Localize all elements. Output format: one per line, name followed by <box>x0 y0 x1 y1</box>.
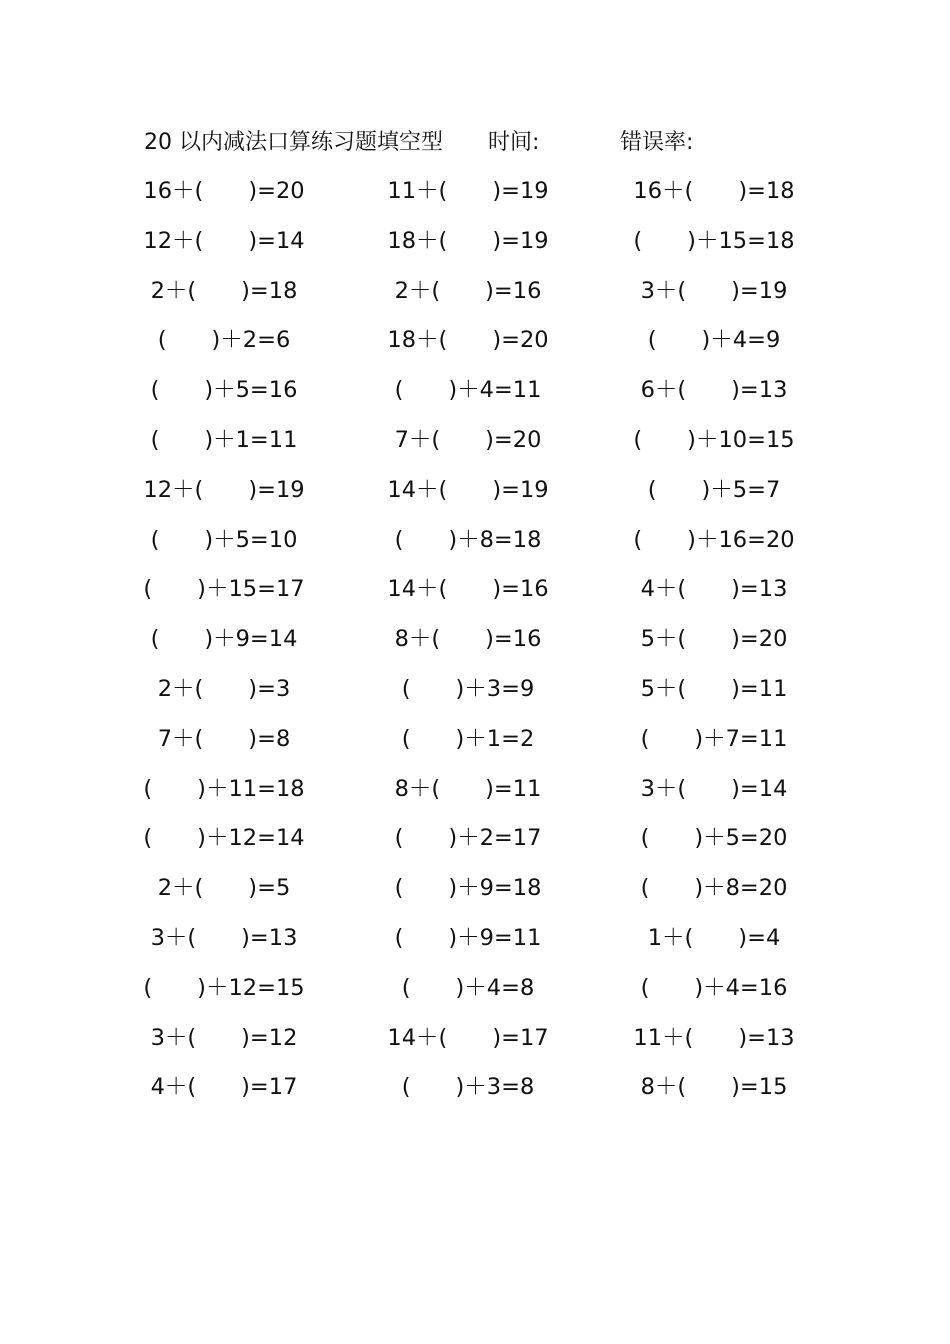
problem: 3＋( )=12 <box>150 1024 298 1051</box>
problem-row <box>0 423 950 473</box>
problem-row <box>0 224 950 274</box>
problem: 14＋( )=16 <box>387 576 549 603</box>
problem: ( )＋1=2 <box>401 725 535 752</box>
problem: 8＋( )=11 <box>394 775 542 802</box>
problem: ( )＋3=9 <box>401 675 535 702</box>
problem: ( )＋12=14 <box>143 825 305 852</box>
problem-row <box>0 523 950 573</box>
problem: 4＋( )=17 <box>150 1074 298 1101</box>
worksheet-title: 20 以内减法口算练习题填空型 <box>144 130 443 155</box>
problem: 1＋( )=4 <box>647 924 781 951</box>
worksheet-header <box>144 126 844 160</box>
problem: ( )＋5=7 <box>647 476 781 503</box>
problem-row <box>0 572 950 622</box>
problem: 14＋( )=19 <box>387 476 549 503</box>
problem: ( )＋4=8 <box>401 974 535 1001</box>
problem: ( )＋4=16 <box>640 974 788 1001</box>
problem: ( )＋1=11 <box>150 426 298 453</box>
problem-grid <box>0 174 950 1120</box>
problem: ( )＋8=18 <box>394 526 542 553</box>
problem: ( )＋7=11 <box>640 725 788 752</box>
problem: ( )＋10=15 <box>633 426 795 453</box>
problem: 3＋( )=19 <box>640 277 788 304</box>
problem: ( )＋9=18 <box>394 875 542 902</box>
problem: 12＋( )=19 <box>143 476 305 503</box>
problem: ( )＋9=14 <box>150 626 298 653</box>
problem: ( )＋2=6 <box>157 327 291 354</box>
problem: ( )＋4=11 <box>394 377 542 404</box>
problem-row <box>0 871 950 921</box>
time-label: 时间: <box>488 130 540 155</box>
problem: 16＋( )=20 <box>143 178 305 204</box>
error-rate-label: 错误率: <box>620 130 694 155</box>
problem-row <box>0 622 950 672</box>
problem: 18＋( )=20 <box>387 327 549 354</box>
problem: 4＋( )=13 <box>640 576 788 603</box>
problem: ( )＋16=20 <box>633 526 795 553</box>
problem: 16＋( )=18 <box>633 178 795 204</box>
problem-row <box>0 174 950 224</box>
problem: 7＋( )=8 <box>157 725 291 752</box>
problem: ( )＋5=16 <box>150 377 298 404</box>
problem-row <box>0 1070 950 1120</box>
problem-row <box>0 473 950 523</box>
problem: 12＋( )=14 <box>143 227 305 254</box>
problem: 8＋( )=15 <box>640 1074 788 1101</box>
problem: 2＋( )=5 <box>157 875 291 902</box>
problem-row <box>0 921 950 971</box>
problem: ( )＋12=15 <box>143 974 305 1001</box>
problem: ( )＋4=9 <box>647 327 781 354</box>
problem: ( )＋5=10 <box>150 526 298 553</box>
problem-row <box>0 323 950 373</box>
problem: ( )＋9=11 <box>394 924 542 951</box>
problem-row <box>0 971 950 1021</box>
problem: 5＋( )=11 <box>640 675 788 702</box>
problem: 11＋( )=19 <box>387 178 549 204</box>
problem: ( )＋15=18 <box>633 227 795 254</box>
problem: 11＋( )=13 <box>633 1024 795 1051</box>
problem: 3＋( )=14 <box>640 775 788 802</box>
problem-row <box>0 373 950 423</box>
problem: 8＋( )=16 <box>394 626 542 653</box>
problem: 18＋( )=19 <box>387 227 549 254</box>
problem: ( )＋8=20 <box>640 875 788 902</box>
problem: 3＋( )=13 <box>150 924 298 951</box>
problem: ( )＋5=20 <box>640 825 788 852</box>
problem-row <box>0 821 950 871</box>
problem: ( )＋2=17 <box>394 825 542 852</box>
problem: 14＋( )=17 <box>387 1024 549 1051</box>
problem: 2＋( )=3 <box>157 675 291 702</box>
problem-row <box>0 1021 950 1071</box>
problem-row <box>0 722 950 772</box>
problem: 5＋( )=20 <box>640 626 788 653</box>
problem-row <box>0 772 950 822</box>
problem: 7＋( )=20 <box>394 426 542 453</box>
problem-row <box>0 274 950 324</box>
problem: ( )＋3=8 <box>401 1074 535 1101</box>
problem: 2＋( )=18 <box>150 277 298 304</box>
problem-row <box>0 672 950 722</box>
problem: 6＋( )=13 <box>640 377 788 404</box>
problem: ( )＋15=17 <box>143 576 305 603</box>
problem: 2＋( )=16 <box>394 277 542 304</box>
problem: ( )＋11=18 <box>143 775 305 802</box>
